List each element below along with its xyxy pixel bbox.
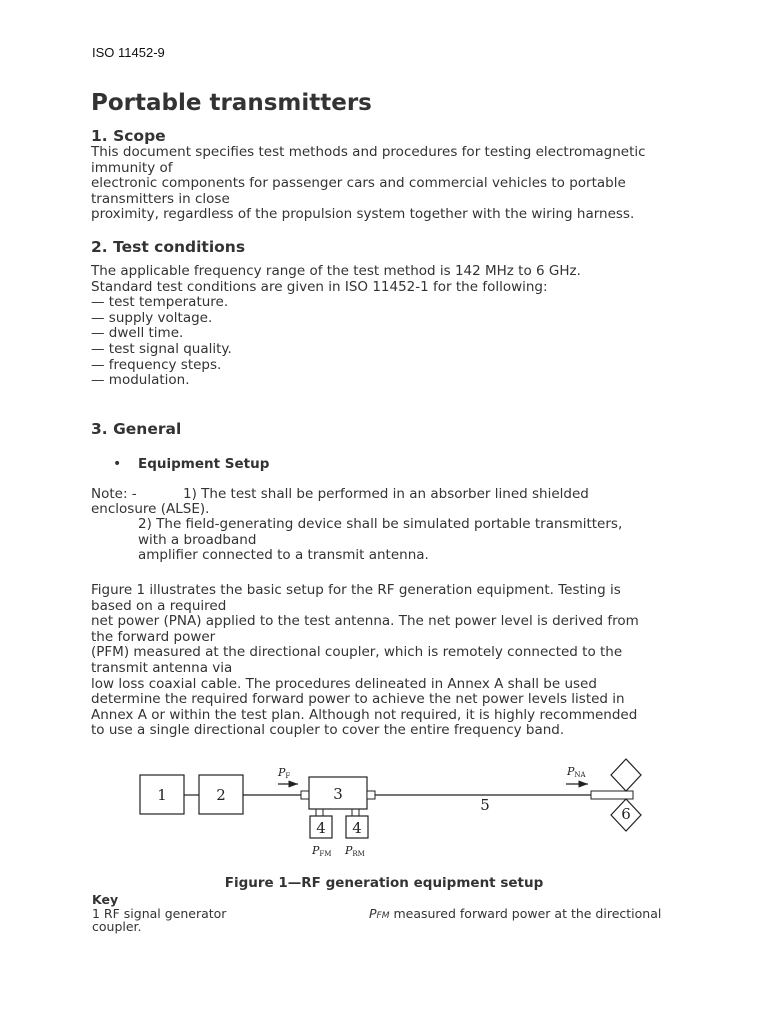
test-conditions-list-item: — dwell time. bbox=[91, 325, 184, 342]
box-3-label: 3 bbox=[333, 785, 343, 803]
pna-label: PNA bbox=[567, 765, 586, 779]
pfm-symbol-subscript: FM bbox=[376, 911, 390, 921]
figure-description-line: Annex A or within the test plan. Although not required, it is highly recommended bbox=[91, 706, 638, 723]
key-pfm-description bbox=[369, 907, 661, 923]
figure-description-paragraph bbox=[91, 583, 691, 739]
test-conditions-line: Standard test conditions are given in ISO 11452-1 for the following: bbox=[91, 278, 548, 295]
antenna-label: 6 bbox=[621, 805, 631, 823]
figure-description-line: based on a required bbox=[91, 597, 227, 614]
figure-description-line: (PFM) measured at the directional coupler, which is remotely connected to the bbox=[91, 644, 623, 661]
test-conditions-line: The applicable frequency range of the test method is 142 MHz to 6 GHz. bbox=[91, 263, 581, 279]
note-prefix: Note: - bbox=[91, 486, 137, 502]
page-title: Portable transmitters bbox=[91, 90, 372, 116]
coupler-port bbox=[367, 791, 375, 799]
coupler-port bbox=[301, 791, 309, 799]
box-2-label: 2 bbox=[216, 786, 226, 804]
figure-description-line: determine the required forward power to achieve the net power levels listed in bbox=[91, 691, 625, 708]
key-title: Key bbox=[92, 892, 119, 907]
test-conditions-heading: 2. Test conditions bbox=[91, 238, 246, 256]
note-item-1: 1) The test shall be performed in an absorber lined shielded bbox=[183, 486, 589, 502]
antenna-feed bbox=[591, 791, 633, 799]
note-item-2-cont: amplifier connected to a transmit antenna. bbox=[138, 547, 429, 563]
note-item-2: 2) The field-generating device shall be simulated portable transmitters, bbox=[138, 516, 623, 532]
scope-line: electronic components for passenger cars and commercial vehicles to portable bbox=[91, 175, 626, 192]
box-4-label: 4 bbox=[352, 819, 362, 837]
figure-description-line: Figure 1 illustrates the basic setup for the RF generation equipment. Testing is bbox=[91, 582, 621, 598]
figure-description-line: to use a single directional coupler to cover the entire frequency band. bbox=[91, 722, 565, 739]
cable-label: 5 bbox=[480, 796, 490, 814]
test-conditions-list-item: — modulation. bbox=[91, 372, 190, 389]
antenna-element-upper bbox=[611, 759, 641, 791]
test-conditions-list-item: — frequency steps. bbox=[91, 356, 222, 373]
rf-setup-diagram bbox=[130, 752, 650, 864]
pf-label: PF bbox=[278, 766, 291, 780]
key-item-1-cont: coupler. bbox=[92, 919, 142, 934]
document-id: ISO 11452-9 bbox=[92, 45, 165, 60]
equipment-setup-label: Equipment Setup bbox=[138, 456, 270, 472]
figure-description-line: net power (PNA) applied to the test antenna. The net power level is derived from bbox=[91, 613, 639, 630]
scope-paragraph bbox=[91, 145, 691, 223]
general-heading: 3. General bbox=[91, 420, 182, 438]
test-conditions-list-item: — test temperature. bbox=[91, 294, 229, 311]
scope-heading: 1. Scope bbox=[91, 127, 166, 145]
pfm-description-text: measured forward power at the directional bbox=[389, 906, 662, 921]
note-item-1-cont: enclosure (ALSE). bbox=[91, 501, 210, 517]
pfm-label: PFM bbox=[312, 844, 332, 858]
test-conditions-list-item: — supply voltage. bbox=[91, 309, 213, 326]
pfm-symbol: P bbox=[369, 906, 377, 921]
scope-line: This document specifies test methods and procedures for testing electromagnetic bbox=[91, 144, 646, 160]
scope-line: immunity of bbox=[91, 159, 173, 176]
box-1-label: 1 bbox=[157, 786, 167, 804]
test-conditions-list-item: — test signal quality. bbox=[91, 340, 232, 357]
bullet-icon: • bbox=[113, 456, 122, 472]
prm-label: PRM bbox=[345, 844, 365, 858]
figure-description-line: low loss coaxial cable. The procedures delineated in Annex A shall be used bbox=[91, 675, 597, 692]
key-item-1: 1 RF signal generator bbox=[92, 906, 227, 921]
figure-description-line: transmit antenna via bbox=[91, 659, 233, 676]
figure-caption: Figure 1—RF generation equipment setup bbox=[224, 875, 544, 891]
scope-line: transmitters in close bbox=[91, 190, 230, 207]
test-conditions-paragraph bbox=[91, 264, 691, 389]
figure-description-line: the forward power bbox=[91, 628, 216, 645]
note-item-2-cont: with a broadband bbox=[138, 532, 257, 548]
box-4-label: 4 bbox=[316, 819, 326, 837]
scope-line: proximity, regardless of the propulsion system together with the wiring harness. bbox=[91, 206, 635, 223]
